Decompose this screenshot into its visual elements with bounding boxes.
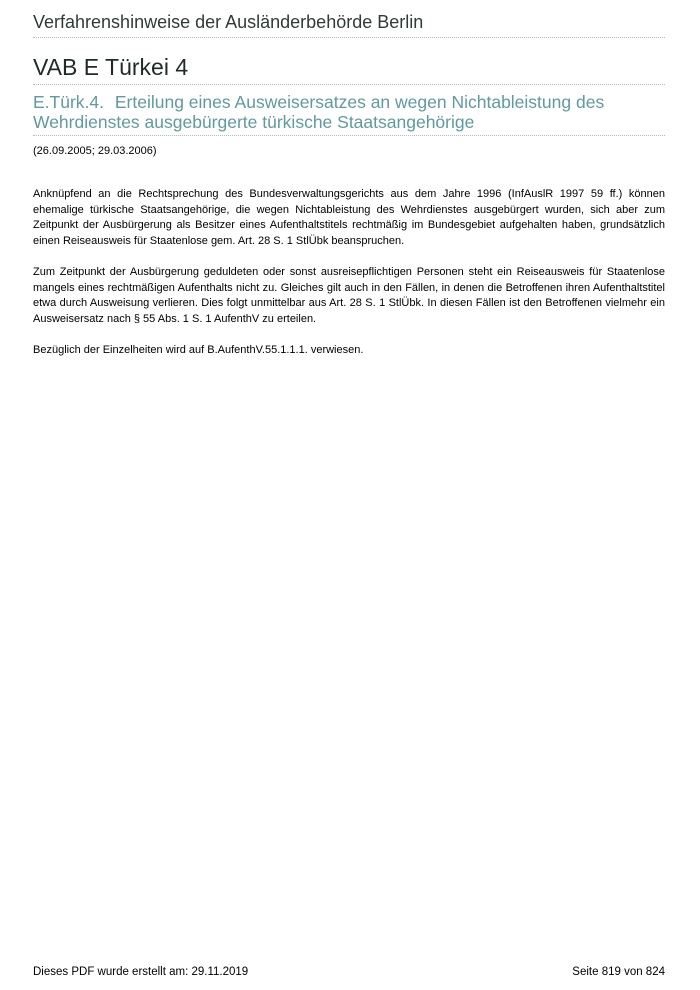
header-divider [33, 37, 665, 38]
section-number: E.Türk.4. [33, 92, 104, 112]
section-divider [33, 135, 665, 136]
revision-dates: (26.09.2005; 29.03.2006) [33, 145, 157, 157]
footer-created-date: Dieses PDF wurde erstellt am: 29.11.2019 [33, 966, 249, 978]
body-paragraph-2: Zum Zeitpunkt der Ausbürgerung geduldeten oder sonst ausreisepflichtigen Personen steht ein Reiseausweis für Staatenlose mangels eines rechtmäßigen Aufenthalts nicht zu. Gleiches gilt auch in den Fällen, in denen die Betroffenen ihren Aufenthaltstitel etwa durch Ausweisung verlieren. Dies folgt unmittelbar aus Art. 28 S. 1 StlÜbk. In diesen Fällen ist den Betroffenen vielmehr ein Ausweisersatz nach § 55 Abs. 1 S. 1 AufenthV zu erteilen. [33, 266, 665, 325]
body-paragraph-1: Anknüpfend an die Rechtsprechung des Bundesverwaltungsgerichts aus dem Jahre 1996 (InfAuslR 1997 59 ff.) können ehemalige türkische Staatsangehörige, die wegen Nichtableistung des Wehrdienstes ausgebürgert wurden, sich aber zum Zeitpunkt der Ausbürgerung als Besitzer eines Aufenthaltstitels rechtmäßig im Bundesgebiet aufgehalten haben, grundsätzlich einen Reiseausweis für Staatenlose gem. Art. 28 S. 1 StlÜbk beanspruchen. [33, 188, 665, 247]
document-title: VAB E Türkei 4 [33, 54, 189, 80]
footer-page-number: Seite 819 von 824 [572, 966, 665, 978]
section-title-text: Erteilung eines Ausweisersatzes an wegen Nichtableistung des Wehrdienstes ausgebürgerte türkische Staatsangehörige [33, 92, 605, 132]
document-page [33, 0, 665, 990]
title-divider [33, 84, 665, 85]
page-header-title: Verfahrenshinweise der Ausländerbehörde Berlin [33, 12, 424, 32]
body-text [33, 187, 665, 375]
section-heading [33, 92, 665, 132]
body-paragraph-3: Bezüglich der Einzelheiten wird auf B.AufenthV.55.1.1.1. verwiesen. [33, 344, 364, 356]
